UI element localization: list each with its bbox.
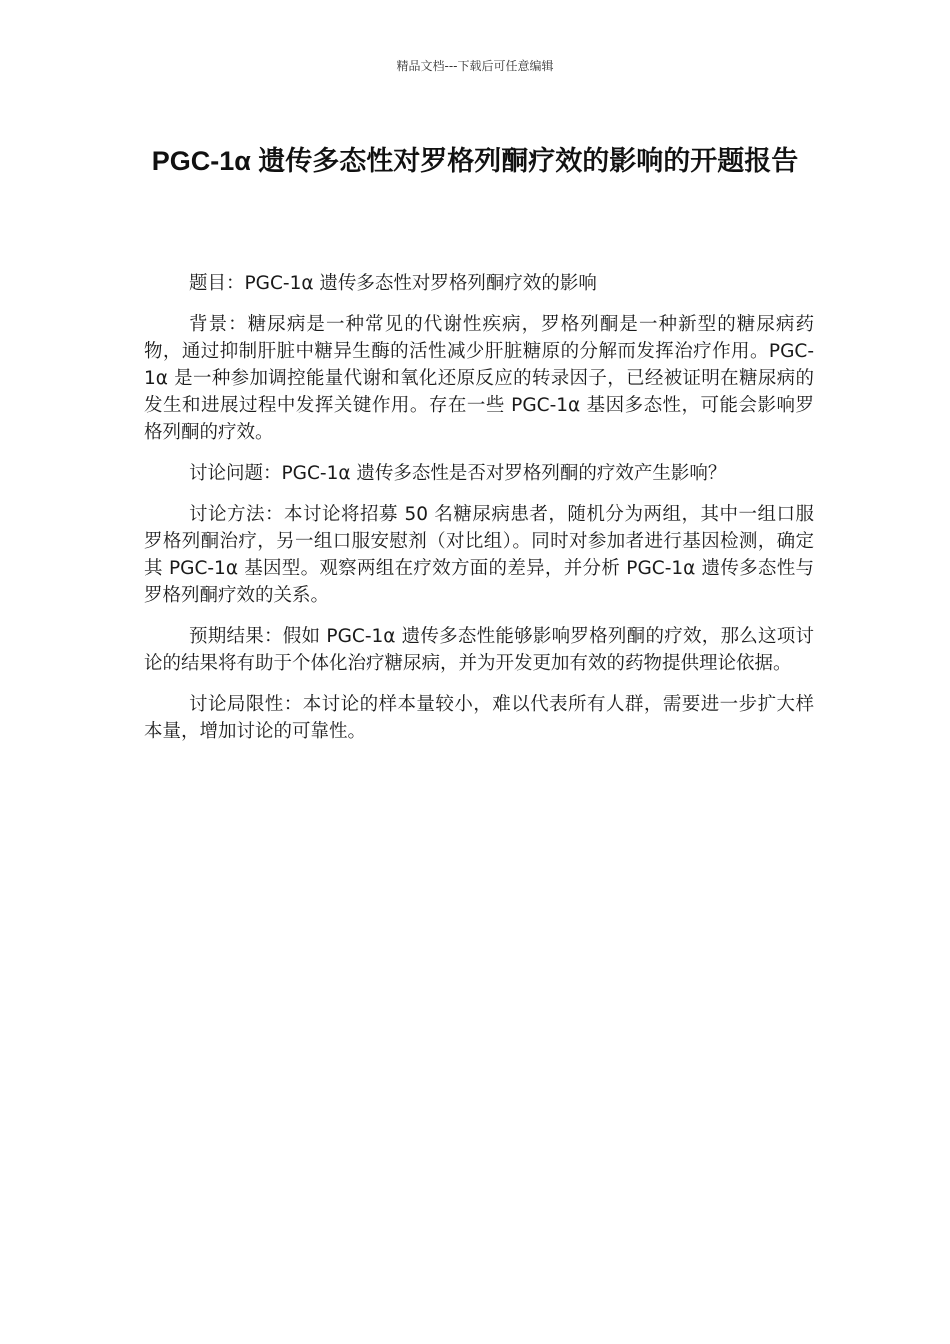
paragraph-limitations: 讨论局限性：本讨论的样本量较小，难以代表所有人群，需要进一步扩大样本量，增加讨论的可靠性。 <box>144 694 814 742</box>
header-note: 精品文档---下载后可任意编辑 <box>396 59 554 73</box>
paragraph-question: 讨论问题：PGC-1α 遗传多态性是否对罗格列酮的疗效产生影响？ <box>189 463 727 484</box>
paragraph-topic: 题目：PGC-1α 遗传多态性对罗格列酮疗效的影响 <box>189 273 597 294</box>
paragraph-expected-results: 预期结果：假如 PGC-1α 遗传多态性能够影响罗格列酮的疗效，那么这项讨论的结果将有助于个体化治疗糖尿病，并为开发更加有效的药物提供理论依据。 <box>144 626 814 674</box>
paragraph-method: 讨论方法：本讨论将招募 50 名糖尿病患者，随机分为两组，其中一组口服罗格列酮治疗，另一组口服安慰剂（对比组）。同时对参加者进行基因检测，确定其 PGC-1α 基因型。观察两组在疗效方面的差异，并分析 PGC-1α 遗传多态性与罗格列酮疗效的关系。 <box>144 504 814 606</box>
paragraph-background: 背景：糖尿病是一种常见的代谢性疾病，罗格列酮是一种新型的糖尿病药物，通过抑制肝脏中糖异生酶的活性减少肝脏糖原的分解而发挥治疗作用。PGC-1α 是一种参加调控能量代谢和氧化还原反应的转录因子，已经被证明在糖尿病的发生和进展过程中发挥关键作用。存在一些 PGC-1α 基因多态性，可能会影响罗格列酮的疗效。 <box>144 314 814 443</box>
document-body <box>144 270 814 759</box>
document-title: PGC-1α 遗传多态性对罗格列酮疗效的影响的开题报告 <box>151 146 799 176</box>
